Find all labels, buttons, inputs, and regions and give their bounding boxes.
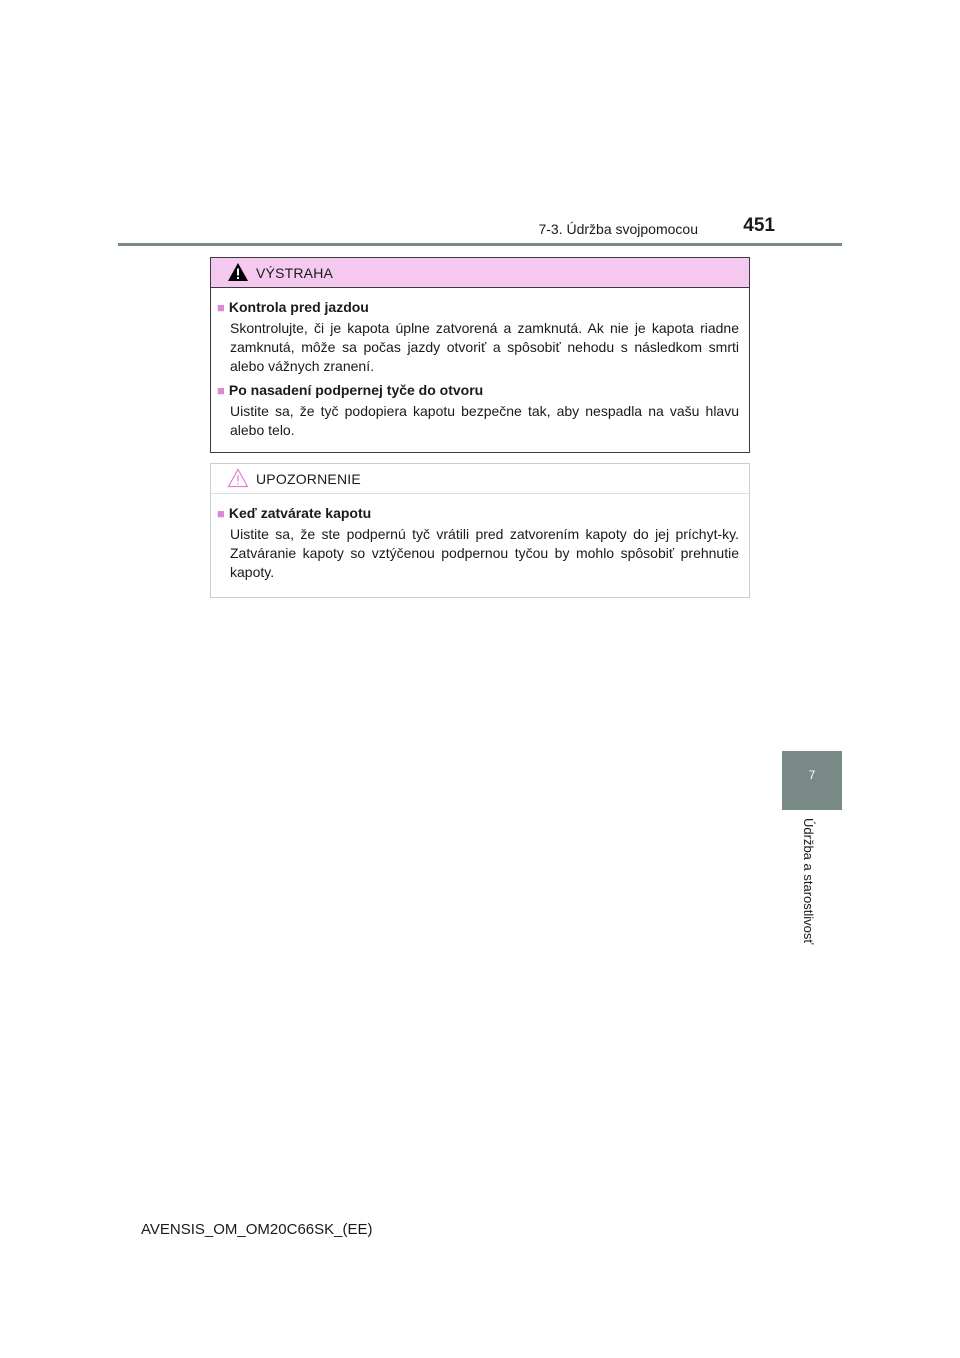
header-divider (118, 243, 842, 246)
chapter-number: 7 (808, 768, 816, 782)
warning-item-text: Uistite sa, že tyč podopiera kapotu bezpečne tak, aby nespadla na vašu hlavu alebo telo. (230, 403, 739, 438)
caution-item (217, 504, 739, 582)
caution-box (210, 463, 750, 598)
square-bullet-icon: ■ (217, 506, 225, 521)
square-bullet-icon: ■ (217, 300, 225, 315)
chapter-label: Údržba a starostlivosť (801, 818, 816, 945)
page-number: 451 (743, 215, 775, 236)
document-code: AVENSIS_OM_OM20C66SK_(EE) (141, 1221, 373, 1238)
warning-header (211, 258, 749, 288)
warning-item-heading: Po nasadení podpernej tyče do otvoru (228, 382, 484, 398)
caution-item-text: Uistite sa, že ste podpernú tyč vrátili pred zatvorením kapoty do jej príchyt-ky. Zatváranie kapoty so vztýčenou podpernou tyčou by mohlo spôsobiť prehnutie kapoty. (230, 526, 739, 580)
warning-item-heading: Kontrola pred jazdou (228, 299, 369, 315)
warning-title: VÝSTRAHA (256, 265, 334, 281)
chapter-tab (782, 751, 842, 810)
warning-item (217, 298, 739, 376)
caution-triangle-icon (227, 468, 249, 488)
warning-item-text: Skontrolujte, či je kapota úplne zatvorená a zamknutá. Ak nie je kapota riadne zamknutá, môže sa počas jazdy otvoriť a spôsobiť nehodu s následkom smrti alebo vážnych zranení. (230, 320, 739, 374)
caution-header (211, 464, 749, 494)
section-title: 7-3. Údržba svojpomocou (538, 221, 698, 237)
caution-title: UPOZORNENIE (256, 471, 361, 487)
warning-box (210, 257, 750, 453)
square-bullet-icon: ■ (217, 383, 225, 398)
caution-item-heading: Keď zatvárate kapotu (228, 505, 372, 521)
warning-triangle-icon (227, 262, 249, 282)
warning-item (217, 381, 739, 440)
